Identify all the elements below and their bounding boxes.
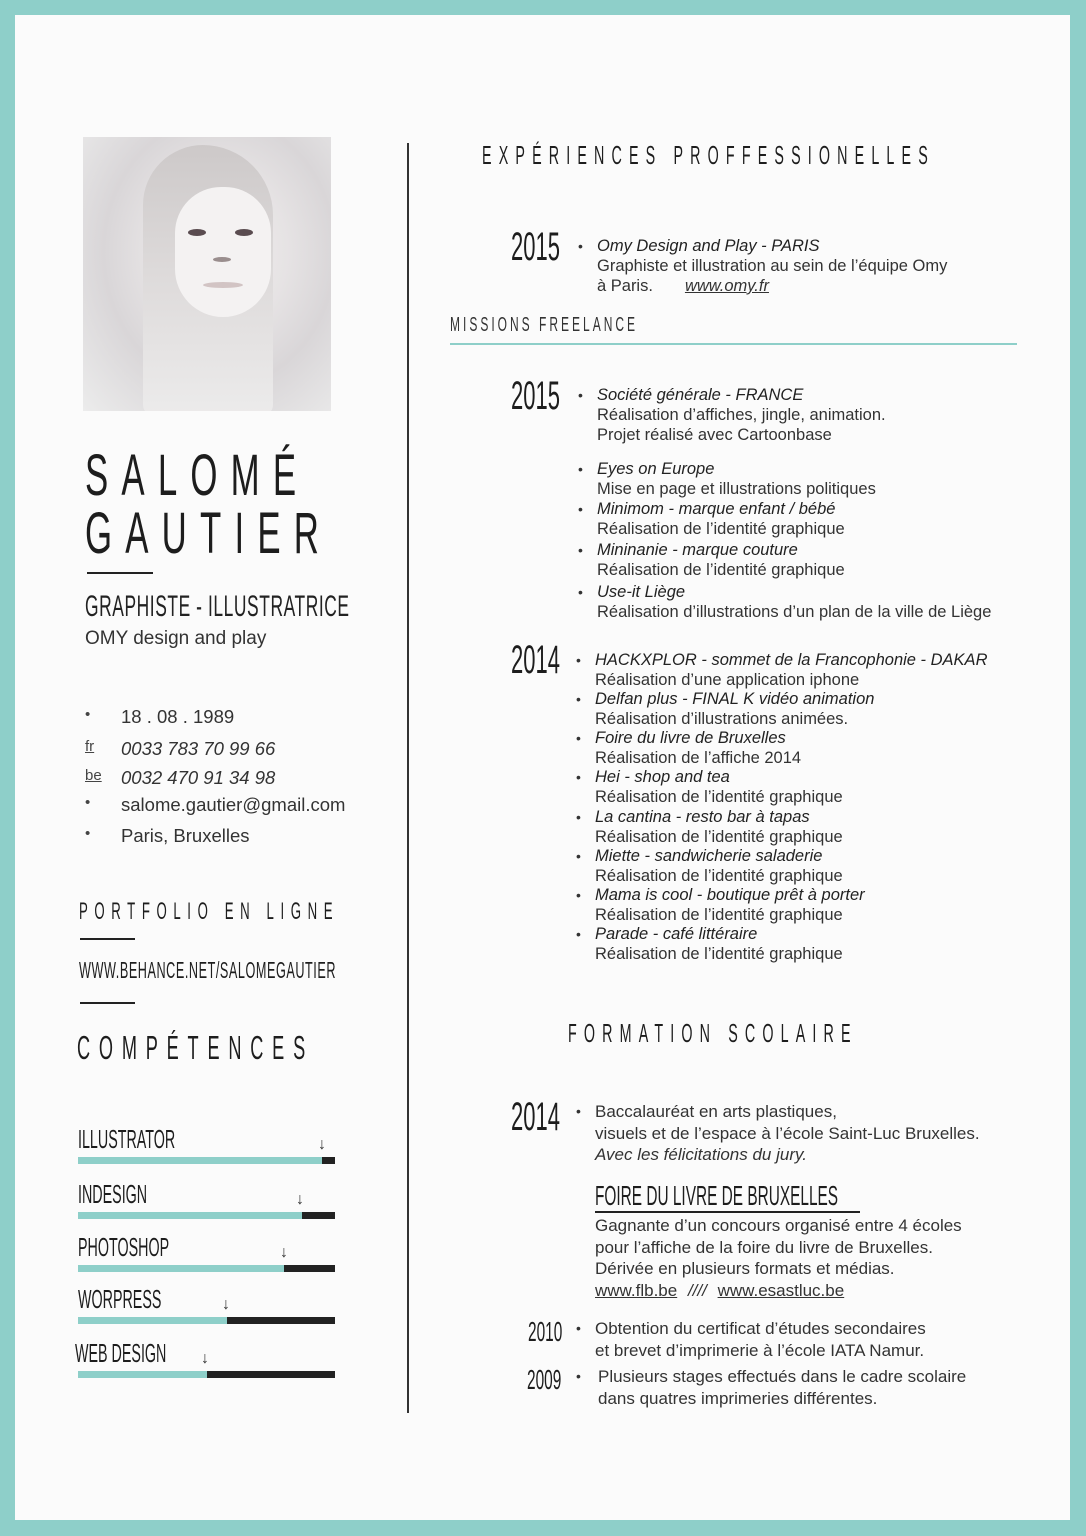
bullet-icon: •: [85, 706, 91, 723]
full-name: [85, 443, 497, 566]
skill-indesign: [78, 1179, 338, 1231]
divider: [87, 572, 153, 574]
year-label: 2014: [511, 638, 560, 682]
freelance-item: [578, 582, 992, 622]
edu-line: visuels et de l’espace à l’école Saint-Luc Bruxelles.: [595, 1123, 980, 1143]
skill-wordpress: [78, 1284, 338, 1336]
company-name: OMY design and play: [85, 628, 267, 649]
bullet-icon: •: [85, 794, 91, 811]
bullet-icon: •: [576, 1320, 581, 1336]
skill-bar-fill: [78, 1212, 302, 1219]
item-desc: Mise en page et illustrations politiques: [597, 480, 876, 498]
esastluc-link[interactable]: www.esastluc.be: [717, 1280, 845, 1300]
skill-bar: [78, 1212, 335, 1219]
column-divider: [407, 143, 409, 1413]
edu-line: Obtention du certificat d’études secondaires: [595, 1319, 926, 1338]
item-desc: Projet réalisé avec Cartoonbase: [597, 426, 832, 444]
portfolio-link[interactable]: [79, 957, 546, 984]
skill-illustrator: [78, 1124, 338, 1176]
photo-nose: [213, 257, 231, 262]
link-separator: ////: [687, 1280, 707, 1300]
skill-label: PHOTOSHOP: [78, 1232, 170, 1262]
freelance-item: [576, 767, 843, 807]
skill-bar-fill: [78, 1371, 207, 1378]
education-heading: [568, 1018, 1086, 1049]
freelance-item: [578, 499, 845, 539]
skill-bar: [78, 1265, 335, 1272]
skill-web-design: [75, 1338, 338, 1390]
bullet-icon: •: [576, 1103, 581, 1119]
bullet-icon: •: [576, 652, 581, 668]
freelance-item: [576, 846, 843, 886]
first-name: SALOMÉ: [85, 443, 310, 508]
item-title: Minimom - marque enfant / bébé: [597, 500, 836, 518]
item-desc: Réalisation de l’identité graphique: [597, 520, 845, 538]
item-title: Mininanie - marque couture: [597, 541, 798, 559]
portfolio-url-text[interactable]: WWW.BEHANCE.NET/SALOMEGAUTIER: [79, 957, 337, 983]
skill-label: INDESIGN: [78, 1179, 148, 1209]
freelance-item: [576, 807, 843, 847]
skill-bar-fill: [78, 1157, 322, 1164]
skill-bar-fill: [78, 1265, 284, 1272]
bullet-icon: •: [578, 542, 583, 558]
experience-heading: [482, 140, 1086, 171]
education-heading-text: FORMATION SCOLAIRE: [568, 1018, 858, 1048]
profile-photo: [83, 137, 331, 411]
skill-bar-fill: [78, 1317, 227, 1324]
accent-divider: [450, 343, 1017, 345]
bullet-icon: •: [85, 825, 91, 842]
experience-heading-text: EXPÉRIENCES PROFFESSIONELLES: [482, 140, 935, 170]
omy-link[interactable]: www.omy.fr: [684, 277, 769, 295]
arrow-down-icon: ↓: [222, 1296, 230, 1313]
skills-heading-text: COMPÉTENCES: [77, 1029, 314, 1066]
item-title: Mama is cool - boutique prêt à porter: [595, 886, 865, 904]
skill-label: WEB DESIGN: [75, 1338, 167, 1368]
freelance-item: [578, 459, 876, 499]
skills-heading: [77, 1029, 508, 1067]
item-title: Hei - shop and tea: [595, 768, 730, 786]
item-desc: Réalisation d’une application iphone: [595, 671, 860, 689]
item-title: Parade - café littéraire: [595, 925, 758, 943]
item-desc: Réalisation d’illustrations animées.: [595, 710, 849, 728]
item-title: Delfan plus - FINAL K vidéo animation: [595, 690, 875, 708]
bullet-icon: •: [576, 809, 581, 825]
bullet-icon: •: [576, 1368, 581, 1384]
award-description: [595, 1215, 962, 1301]
award-line: Dérivée en plusieurs formats et médias.: [595, 1259, 895, 1278]
year-label: 2010: [528, 1316, 563, 1347]
last-name: GAUTIER: [85, 501, 333, 566]
item-title: HACKXPLOR - sommet de la Francophonie - DAKAR: [595, 651, 988, 669]
photo-mouth: [203, 282, 243, 288]
item-title: La cantina - resto bar à tapas: [595, 808, 810, 826]
freelance-item: [578, 385, 886, 445]
award-title-text: FOIRE DU LIVRE DE BRUXELLES: [595, 1180, 839, 1211]
skill-label: ILLUSTRATOR: [78, 1124, 176, 1154]
portfolio-heading-text: PORTFOLIO EN LIGNE: [79, 898, 340, 925]
edu-line: et brevet d’imprimerie à l’école IATA Namur.: [595, 1340, 925, 1360]
item-desc: Réalisation d’illustrations d’un plan de la ville de Liège: [597, 603, 992, 621]
freelance-item: [576, 885, 865, 925]
divider: [80, 1002, 135, 1004]
item-desc: Réalisation de l’identité graphique: [595, 945, 843, 963]
item-title: Foire du livre de Bruxelles: [595, 729, 786, 747]
flag-fr-label: fr: [85, 738, 95, 755]
bullet-icon: •: [576, 691, 581, 707]
edu-line: Baccalauréat en arts plastiques,: [595, 1102, 837, 1121]
item-title: Miette - sandwicherie saladerie: [595, 847, 823, 865]
email[interactable]: salome.gautier@gmail.com: [121, 794, 346, 815]
edu-line: Plusieurs stages effectués dans le cadre scolaire: [598, 1367, 967, 1386]
item-desc: Réalisation de l’affiche 2014: [595, 749, 802, 767]
award-title: [595, 1180, 1037, 1212]
bullet-icon: •: [578, 461, 583, 477]
arrow-down-icon: ↓: [296, 1191, 304, 1208]
education-entry: [576, 1101, 980, 1166]
item-desc: Réalisation d’affiches, jingle, animation.: [597, 406, 886, 424]
skill-label: WORPRESS: [78, 1284, 162, 1314]
award-links: [595, 1280, 962, 1302]
divider: [80, 938, 135, 940]
year-label: 2015: [511, 374, 560, 418]
job-desc: Graphiste et illustration au sein de l’équipe Omy: [597, 257, 948, 275]
year-label: 2014: [511, 1095, 560, 1139]
edu-line: dans quatres imprimeries différentes.: [598, 1388, 878, 1408]
item-desc: Réalisation de l’identité graphique: [595, 906, 843, 924]
phone-be[interactable]: 0032 470 91 34 98: [121, 767, 276, 788]
skill-bar: [78, 1317, 335, 1324]
bullet-icon: •: [578, 238, 583, 254]
job-title: [85, 590, 541, 624]
photo-eye-left: [188, 229, 206, 236]
freelance-heading-text: MISSIONS FREELANCE: [450, 314, 639, 336]
freelance-heading: [450, 314, 763, 337]
item-desc: Réalisation de l’identité graphique: [595, 788, 843, 806]
freelance-item: [576, 650, 988, 690]
freelance-item: [576, 728, 802, 768]
job-title: Omy Design and Play - PARIS: [597, 237, 820, 255]
job-title-text: GRAPHISTE - ILLUSTRATRICE: [85, 590, 350, 623]
skill-bar: [78, 1157, 335, 1164]
freelance-item: [578, 540, 845, 580]
education-entry: [576, 1318, 926, 1361]
award-line: pour l’affiche de la foire du livre de Bruxelles.: [595, 1237, 933, 1257]
arrow-down-icon: ↓: [201, 1350, 209, 1367]
job-entry: [578, 236, 948, 296]
location: Paris, Bruxelles: [121, 825, 250, 846]
bullet-icon: •: [578, 584, 583, 600]
birthdate: 18 . 08 . 1989: [121, 706, 235, 727]
item-title: Société générale - FRANCE: [597, 386, 804, 404]
bullet-icon: •: [578, 387, 583, 403]
phone-fr[interactable]: 0033 783 70 99 66: [121, 738, 276, 759]
education-entry: [576, 1366, 967, 1409]
job-desc-text: à Paris.: [597, 277, 653, 295]
bullet-icon: •: [576, 887, 581, 903]
bullet-icon: •: [576, 926, 581, 942]
bullet-icon: •: [576, 769, 581, 785]
award-underline: [595, 1211, 860, 1213]
item-desc: Réalisation de l’identité graphique: [595, 867, 843, 885]
photo-eye-right: [235, 229, 253, 236]
item-desc: Réalisation de l’identité graphique: [595, 828, 843, 846]
bullet-icon: •: [576, 730, 581, 746]
item-desc: Réalisation de l’identité graphique: [597, 561, 845, 579]
arrow-down-icon: ↓: [280, 1244, 288, 1261]
skill-photoshop: [78, 1232, 338, 1284]
portfolio-heading: [79, 898, 552, 926]
photo-face: [175, 187, 271, 317]
item-title: Eyes on Europe: [597, 460, 715, 478]
award-line: Gagnante d’un concours organisé entre 4 écoles: [595, 1216, 962, 1235]
flag-be-label: be: [85, 767, 102, 784]
skill-bar: [78, 1371, 335, 1378]
freelance-item: [576, 689, 875, 729]
job-desc: [597, 276, 947, 296]
year-label: 2009: [527, 1364, 562, 1395]
flb-link[interactable]: www.flb.be: [595, 1280, 678, 1300]
arrow-down-icon: ↓: [318, 1136, 326, 1153]
bullet-icon: •: [576, 848, 581, 864]
year-label: 2015: [511, 225, 560, 269]
edu-note: Avec les félicitations du jury.: [595, 1145, 807, 1164]
freelance-item: [576, 924, 843, 964]
item-title: Use-it Liège: [597, 583, 686, 601]
bullet-icon: •: [578, 501, 583, 517]
